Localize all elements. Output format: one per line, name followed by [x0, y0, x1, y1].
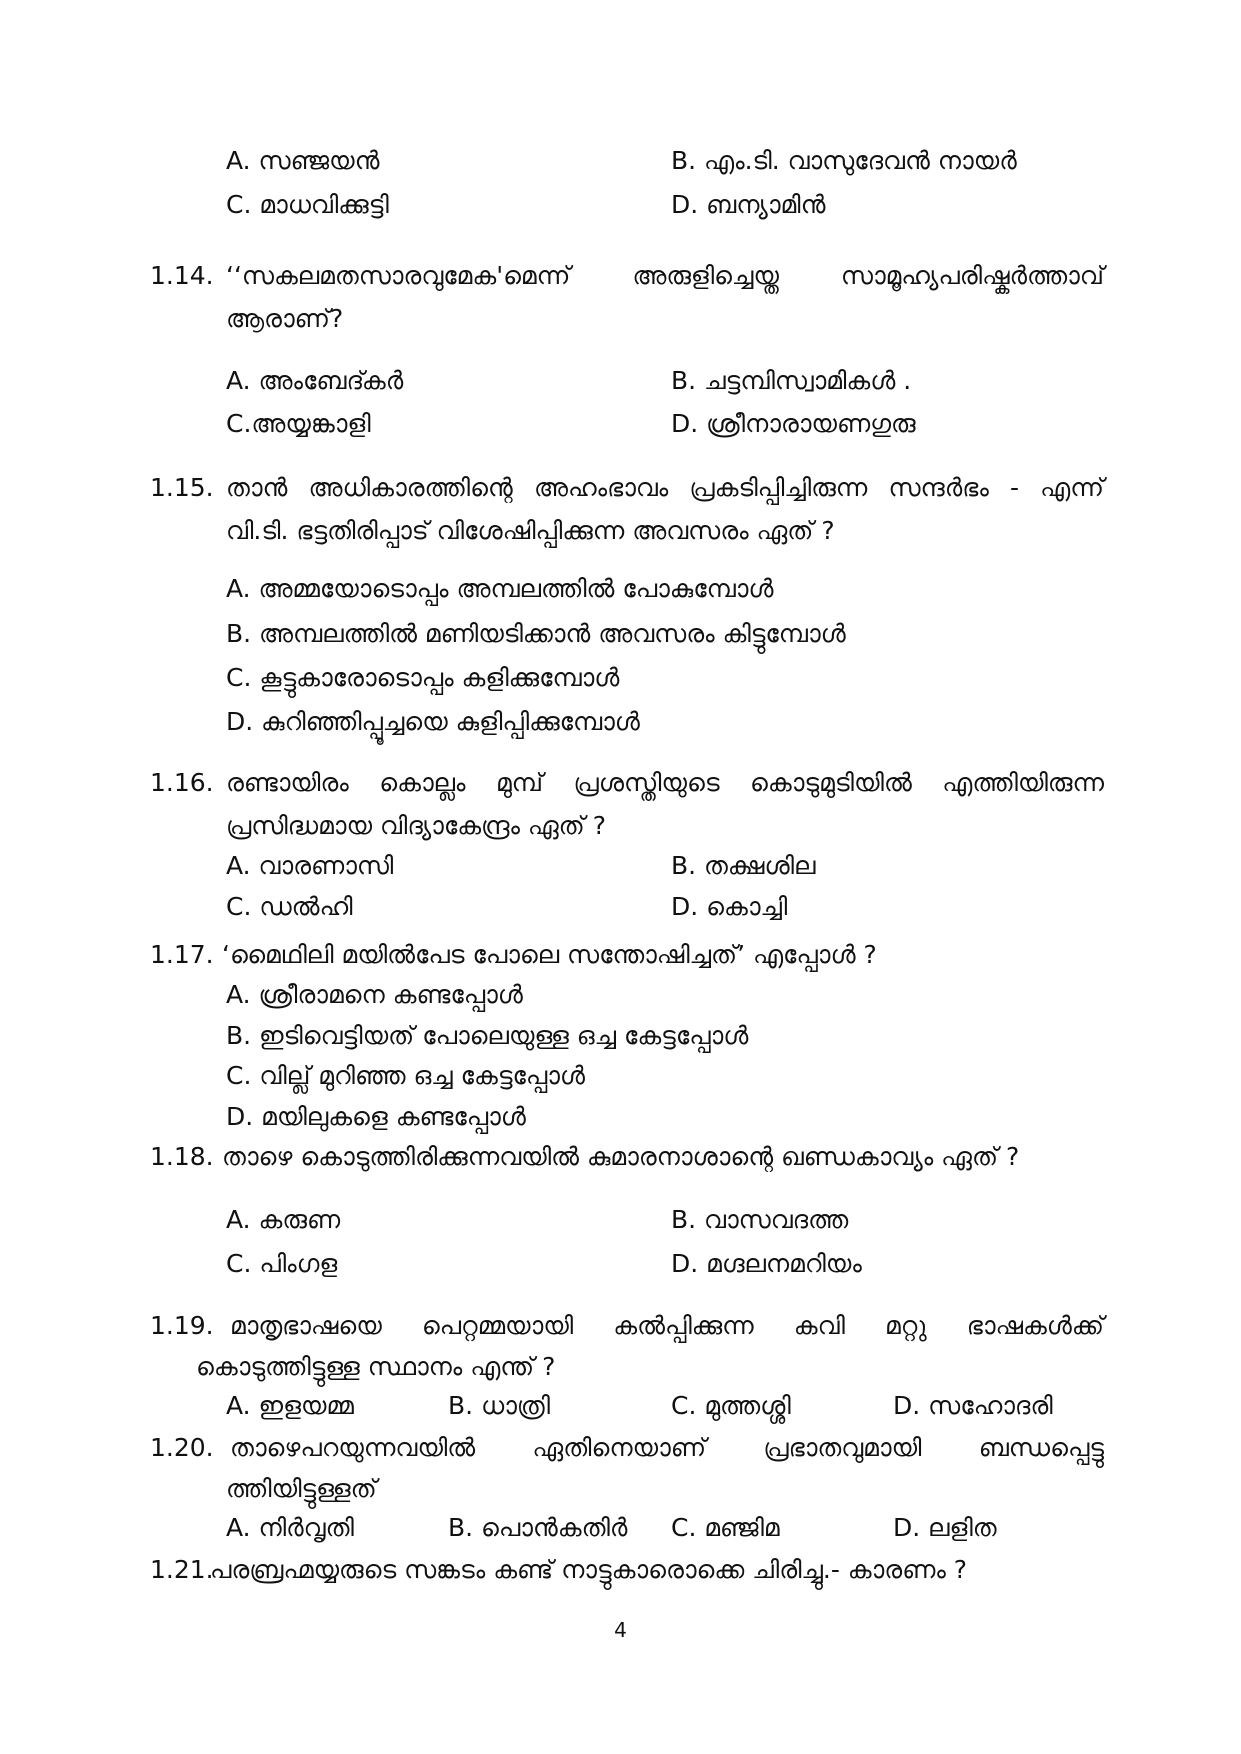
option-a: A. അംബേദ്കർ — [226, 366, 404, 395]
option-a: A. കരുണ — [226, 1205, 341, 1234]
question-number: 1.19. — [150, 1311, 214, 1340]
option-d: D. ബന്യാമിൻ — [671, 190, 826, 219]
option-c: C. മാധവിക്കുട്ടി — [226, 190, 389, 219]
question-number: 1.18. — [150, 1142, 214, 1171]
option-a: A. അമ്മയോടൊപ്പം അമ്പലത്തിൽ പോകുമ്പോൾ — [226, 574, 774, 603]
option-b: B. വാസവദത്ത — [671, 1205, 849, 1234]
question-text: പ്രസിദ്ധമായ വിദ്യാകേന്ദ്രം ഏത് ? — [226, 811, 606, 840]
question-number: 1.16. — [150, 768, 214, 797]
question-text: വി.ടി. ഭട്ടതിരിപ്പാട് വിശേഷിപ്പിക്കുന്ന അവസരം ഏത് ? — [226, 516, 835, 545]
option-b: B. ഇടിവെട്ടിയത് പോലെയുള്ള ഒച്ച കേട്ടപ്പോൾ — [226, 1021, 749, 1050]
option-c: C. ഡൽഹി — [226, 892, 353, 921]
question-text: താഴെപറയുന്നവയിൽ ഏതിനെയാണ് പ്രഭാതവുമായി ബന്ധപ്പെട്ടു — [230, 1433, 1104, 1462]
option-a: A. ഇളയമ്മ — [226, 1391, 354, 1420]
question-number: 1.21. — [150, 1555, 214, 1584]
option-d: D. കുറിഞ്ഞിപ്പൂച്ചയെ കുളിപ്പിക്കുമ്പോൾ — [226, 707, 640, 736]
option-c: C. കൂട്ടുകാരോടൊപ്പം കളിക്കുമ്പോൾ — [226, 663, 620, 692]
question-number: 1.17. — [150, 940, 214, 969]
question-text: ‘മൈഥിലി മയിൽപേട പോലെ സന്തോഷിച്ചത്’ എപ്പോൾ ? — [222, 940, 877, 969]
question-number: 1.20. — [150, 1433, 214, 1462]
option-a: A. ശ്രീരാമനെ കണ്ടപ്പോൾ — [226, 980, 523, 1009]
question-text: താഴെ കൊടുത്തിരിക്കുന്നവയിൽ കുമാരനാശാന്റെ ഖണ്ഡകാവ്യം ഏത് ? — [222, 1142, 1020, 1171]
option-d: D. മയിലുകളെ കണ്ടപ്പോൾ — [226, 1102, 526, 1131]
option-d: D. കൊച്ചി — [671, 892, 788, 921]
option-d: D. സഹോദരി — [893, 1391, 1053, 1420]
page-number: 4 — [614, 1618, 627, 1642]
option-a: A. നിർവൃതി — [226, 1513, 354, 1542]
option-a: A. സഞ്ജയൻ — [226, 146, 380, 175]
question-number: 1.14. — [150, 261, 214, 290]
option-c: C. വില്ല് മുറിഞ്ഞ ഒച്ച കേട്ടപ്പോൾ — [226, 1061, 585, 1090]
option-a: A. വാരണാസി — [226, 851, 394, 880]
option-b: B. അമ്പലത്തിൽ മണിയടിക്കാൻ അവസരം കിട്ടുമ്പോൾ — [226, 619, 846, 648]
question-text: താൻ അധികാരത്തിന്റെ അഹംഭാവം പ്രകടിപ്പിച്ചിരുന്ന സന്ദർഭം - എന്ന് — [226, 473, 1104, 502]
question-text: രണ്ടായിരം കൊല്ലം മുമ്പ് പ്രശസ്തിയുടെ കൊടുമുടിയിൽ എത്തിയിരുന്ന — [226, 768, 1104, 797]
option-b: B. ചട്ടമ്പിസ്വാമികൾ . — [671, 366, 912, 395]
option-b: B. തക്ഷശില — [671, 851, 816, 880]
question-text: പരബ്രഹ്മയ്യരുടെ സങ്കടം കണ്ട് നാട്ടുകാരൊക്കെ ചിരിച്ചു.- കാരണം ? — [210, 1555, 968, 1584]
question-text: ‘‘സകലമതസാരവുമേക'മെന്ന് അരുളിച്ചെയ്ത സാമൂഹ്യപരിഷ്കർത്താവ് — [226, 261, 1104, 290]
question-text: കൊടുത്തിട്ടുള്ള സ്ഥാനം എന്ത് ? — [196, 1352, 556, 1381]
option-d: D. ശ്രീനാരായണഗുരു — [671, 409, 916, 438]
option-d: D. ലളിത — [893, 1513, 997, 1542]
question-number: 1.15. — [150, 473, 214, 502]
option-c: C.അയ്യങ്കാളി — [226, 409, 371, 438]
option-b: B. എം.ടി. വാസുദേവൻ നായർ — [671, 146, 1017, 175]
question-text: മാതൃഭാഷയെ പെറ്റമ്മയായി കൽപ്പിക്കുന്ന കവി മറ്റു ഭാഷകൾക്ക് — [230, 1311, 1104, 1340]
question-text: ആരാണ്? — [226, 304, 344, 333]
option-b: B. പൊൻകതിർ — [448, 1513, 628, 1542]
option-b: B. ധാത്രി — [448, 1391, 551, 1420]
question-text: ത്തിയിട്ടുള്ളത് — [226, 1474, 377, 1503]
option-c: C. മുത്തശ്ശി — [671, 1391, 791, 1420]
option-c: C. പിംഗള — [226, 1249, 338, 1278]
option-d: D. മഗ്ദലനമറിയം — [671, 1249, 862, 1278]
option-c: C. മഞ്ജിമ — [671, 1513, 780, 1542]
